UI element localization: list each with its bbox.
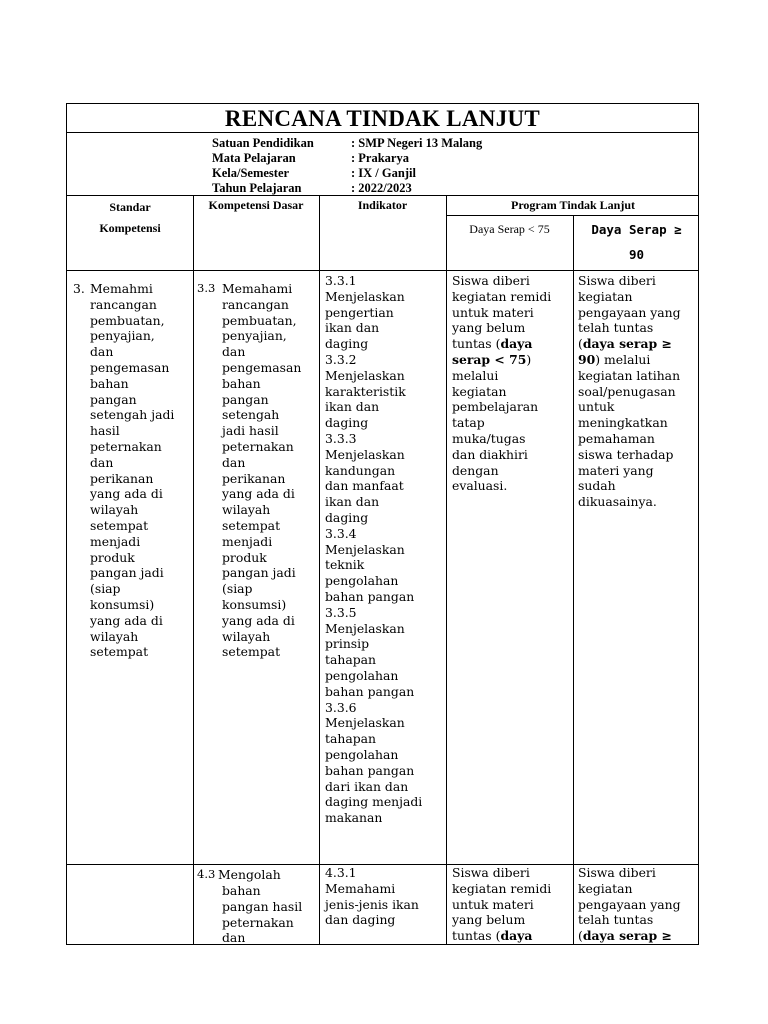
meta-label: Satuan Pendidikan (212, 136, 314, 150)
header-daya-serap-high-line2: 90 (628, 247, 645, 262)
sk-text: Memahmi rancangan pembuatan, penyajian, dan pengemasan bahan pangan setengah jadi hasil peternakan dan perikanan yang ada di wilayah setempat menjadi produk pangan jadi (siap konsumsi) yang ada di wilayah setempat (90, 281, 175, 660)
meta-block (212, 136, 482, 196)
remedial-text (452, 273, 572, 494)
header-daya-serap-low: Daya Serap < 75 (469, 222, 550, 236)
enrichment2-pre: Siswa diberi kegiatan pengayaan yang telah tuntas ( (578, 865, 681, 944)
enrichment-text (578, 273, 699, 510)
header-daya-serap-high-line1: Daya Serap ≥ (591, 222, 682, 237)
rtl-document (66, 103, 699, 945)
kd2-first-line: Mengolah (218, 867, 281, 882)
meta-label: Tahun Pelajaran (212, 181, 302, 195)
meta-value: : 2022/2023 (351, 181, 412, 195)
kd-number: 3.3 (197, 281, 216, 295)
col-divider-3 (446, 195, 447, 944)
kd2-number: 4.3 (197, 867, 216, 881)
header-divider (67, 270, 698, 271)
meta-value: : Prakarya (351, 151, 409, 165)
col-divider-1 (193, 195, 194, 944)
meta-row-tahun (212, 181, 482, 196)
header-kompetensi: Kompetensi (99, 221, 161, 235)
sk-number: 3. (73, 281, 85, 296)
indikator2-text: 4.3.1 Memahami jenis-jenis ikan dan daging (325, 865, 419, 928)
remedial-pre: Siswa diberi kegiatan remidi untuk materi yang belum tuntas ( (452, 273, 552, 352)
kd-text: Memahami rancangan pembuatan, penyajian, dan pengemasan bahan pangan setengah jadi hasil peternakan dan perikanan yang ada di wilayah setempat menjadi produk pangan jadi (siap konsumsi) yang ada di wilayah setempat (222, 281, 302, 660)
remedial2-pre: Siswa diberi kegiatan remidi untuk materi yang belum tuntas ( (452, 865, 552, 944)
col-divider-2 (319, 195, 320, 944)
enrichment-pre: Siswa diberi kegiatan pengayaan yang telah tuntas ( (578, 273, 681, 352)
meta-row-mapel (212, 151, 482, 166)
header-standar: Standar (109, 200, 151, 214)
col-divider-4 (573, 215, 574, 944)
header-kompetensi-dasar: Kompetensi Dasar (208, 198, 304, 212)
enrichment-bold: daya serap ≥ 90 (578, 336, 672, 367)
enrichment-post: ) melalui kegiatan latihan soal/penugasan untuk meningkatkan pemahaman siswa terhadap materi yang sudah dikuasainya. (578, 351, 681, 510)
program-subheader-divider (446, 215, 698, 216)
remedial2-text (452, 865, 572, 944)
kd2-text: bahan pangan hasil peternakan dan (222, 883, 303, 946)
remedial2-bold: daya (500, 928, 533, 944)
meta-row-kelas (212, 166, 482, 181)
document-title: RENCANA TINDAK LANJUT (224, 106, 541, 131)
meta-value: : SMP Negeri 13 Malang (351, 136, 483, 150)
remedial-bold: daya serap < 75 (452, 336, 533, 367)
meta-value: : IX / Ganjil (351, 166, 416, 180)
enrichment2-bold: daya serap ≥ (582, 928, 672, 944)
meta-label: Mata Pelajaran (212, 151, 296, 165)
header-daya-serap-high (573, 217, 700, 267)
remedial-post: ) melalui kegiatan pembelajaran tatap muka/tugas dan diakhiri dengan evaluasi. (452, 351, 539, 494)
meta-row-satuan (212, 136, 482, 151)
header-indikator: Indikator (357, 198, 408, 212)
header-program: Program Tindak Lanjut (510, 198, 636, 212)
enrichment2-text (578, 865, 699, 944)
indikator-text: 3.3.1 Menjelaskan pengertian ikan dan daging 3.3.2 Menjelaskan karakteristik ikan dan daging 3.3.3 Menjelaskan kandungan dan manfaat ikan dan daging 3.3.4 Menjelaskan teknik pengolahan bahan pangan 3.3.5 Menjelaskan prinsip tahapan pengolahan bahan pangan 3.3.6 Menjelaskan tahapan pengolahan bahan pangan dari ikan dan daging menjadi makanan (325, 273, 423, 826)
meta-label: Kela/Semester (212, 166, 290, 180)
title-divider (67, 132, 698, 133)
